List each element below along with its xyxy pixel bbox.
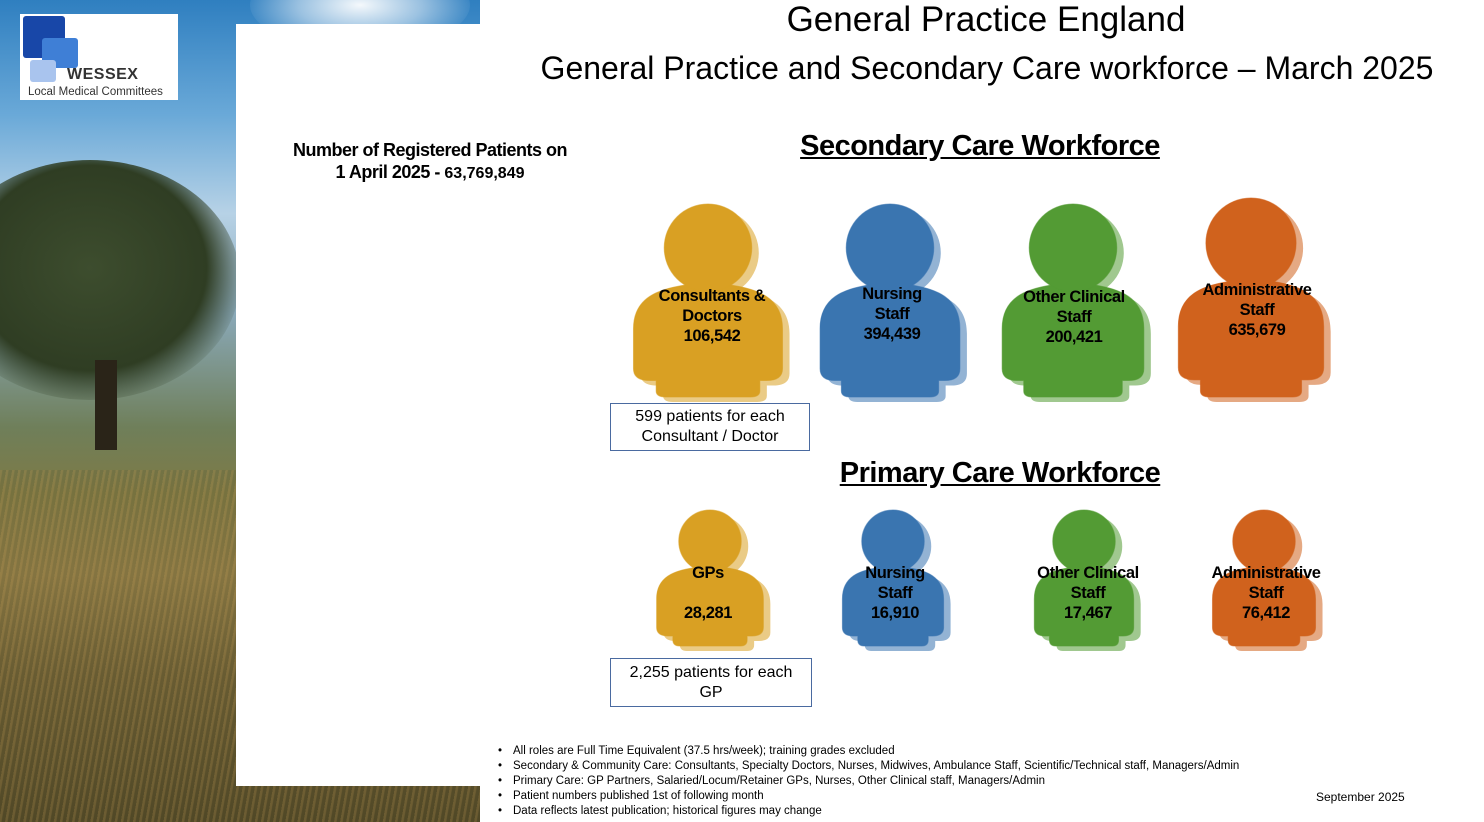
primary-value: 16,910 <box>870 604 920 622</box>
footnote-item: • All roles are Full Time Equivalent (37.5 hrs/week); training grades excluded <box>498 744 1239 759</box>
primary-label-line2: Staff <box>877 584 913 602</box>
registered-patients-line2 <box>270 161 590 185</box>
secondary-label-line1: Administrative <box>1202 281 1312 299</box>
secondary-figure-nursing <box>814 202 974 407</box>
footnotes-list <box>498 744 1239 819</box>
tree-trunk <box>95 360 117 450</box>
logo-square-light <box>30 60 56 82</box>
registered-patients-line1: Number of Registered Patients on <box>292 140 568 160</box>
person-body-head <box>1029 204 1117 292</box>
footer-date: September 2025 <box>1316 790 1405 804</box>
secondary-value: 106,542 <box>683 327 741 345</box>
secondary-value: 200,421 <box>1045 328 1103 346</box>
primary-ratio-line2: GP <box>699 683 723 701</box>
secondary-ratio-line2: Consultant / Doctor <box>641 428 779 445</box>
primary-value: 28,281 <box>683 604 733 622</box>
footnote-item: • Secondary & Community Care: Consultants, Specialty Doctors, Nurses, Midwives, Ambulance Staff, Scientific/Technical staff, Managers/Admin <box>498 759 1239 774</box>
registered-patients-value: 63,769,849 <box>444 165 525 182</box>
primary-label-line1: Administrative <box>1211 564 1321 582</box>
primary-label-line1: Nursing <box>865 564 925 582</box>
person-body-head <box>664 204 752 292</box>
primary-label-line1: GPs <box>692 564 724 582</box>
secondary-value: 394,439 <box>863 325 921 343</box>
footnote-item: • Primary Care: GP Partners, Salaried/Locum/Retainer GPs, Nurses, Other Clinical staff, Managers/Admin <box>498 774 1239 789</box>
page-subtitle: General Practice and Secondary Care workforce – March 2025 <box>540 50 1434 86</box>
primary-figure-gps <box>652 508 776 656</box>
secondary-figure-consultants <box>627 202 797 407</box>
secondary-label-line1: Consultants & <box>658 287 766 305</box>
primary-label-line2 <box>646 583 770 603</box>
secondary-label-line2: Staff <box>1056 308 1092 326</box>
secondary-figure-administrative <box>1172 196 1338 407</box>
primary-label-line1: Other Clinical <box>1037 564 1139 582</box>
secondary-care-heading: Secondary Care Workforce <box>800 130 1160 162</box>
page-title: General Practice England <box>786 0 1186 39</box>
person-body-head <box>1206 198 1296 288</box>
person-body-head <box>846 204 934 292</box>
secondary-label-line2: Staff <box>874 305 910 323</box>
primary-figure-nursing <box>838 508 956 656</box>
secondary-figure-other-clinical <box>996 202 1158 407</box>
primary-value: 17,467 <box>1063 604 1113 622</box>
secondary-ratio-box <box>610 403 810 451</box>
secondary-label-line2: Doctors <box>682 307 742 325</box>
secondary-value: 635,679 <box>1228 321 1286 339</box>
secondary-label-line1: Nursing <box>862 285 922 303</box>
wessex-logo <box>20 14 178 100</box>
registered-patients <box>270 139 590 185</box>
primary-label-line2: Staff <box>1070 584 1106 602</box>
logo-brand: WESSEX <box>67 66 139 83</box>
primary-ratio-line1: 2,255 patients for each <box>629 663 793 681</box>
secondary-ratio-line1: 599 patients for each <box>635 408 785 425</box>
logo-subtitle: Local Medical Committees <box>28 86 163 98</box>
footnote-item: • Patient numbers published 1st of following month <box>498 789 1239 804</box>
primary-care-heading: Primary Care Workforce <box>839 457 1161 489</box>
primary-label-line2: Staff <box>1248 584 1284 602</box>
tree-canopy <box>0 160 240 400</box>
primary-ratio-box <box>610 658 812 707</box>
primary-value: 76,412 <box>1241 604 1291 622</box>
primary-figure-other-clinical <box>1030 508 1146 656</box>
registered-patients-date: 1 April 2025 - <box>335 162 445 182</box>
primary-figure-administrative <box>1208 508 1328 656</box>
secondary-label-line1: Other Clinical <box>1023 288 1125 306</box>
footnote-item: • Data reflects latest publication; historical figures may change <box>498 804 1239 819</box>
secondary-label-line2: Staff <box>1239 301 1275 319</box>
